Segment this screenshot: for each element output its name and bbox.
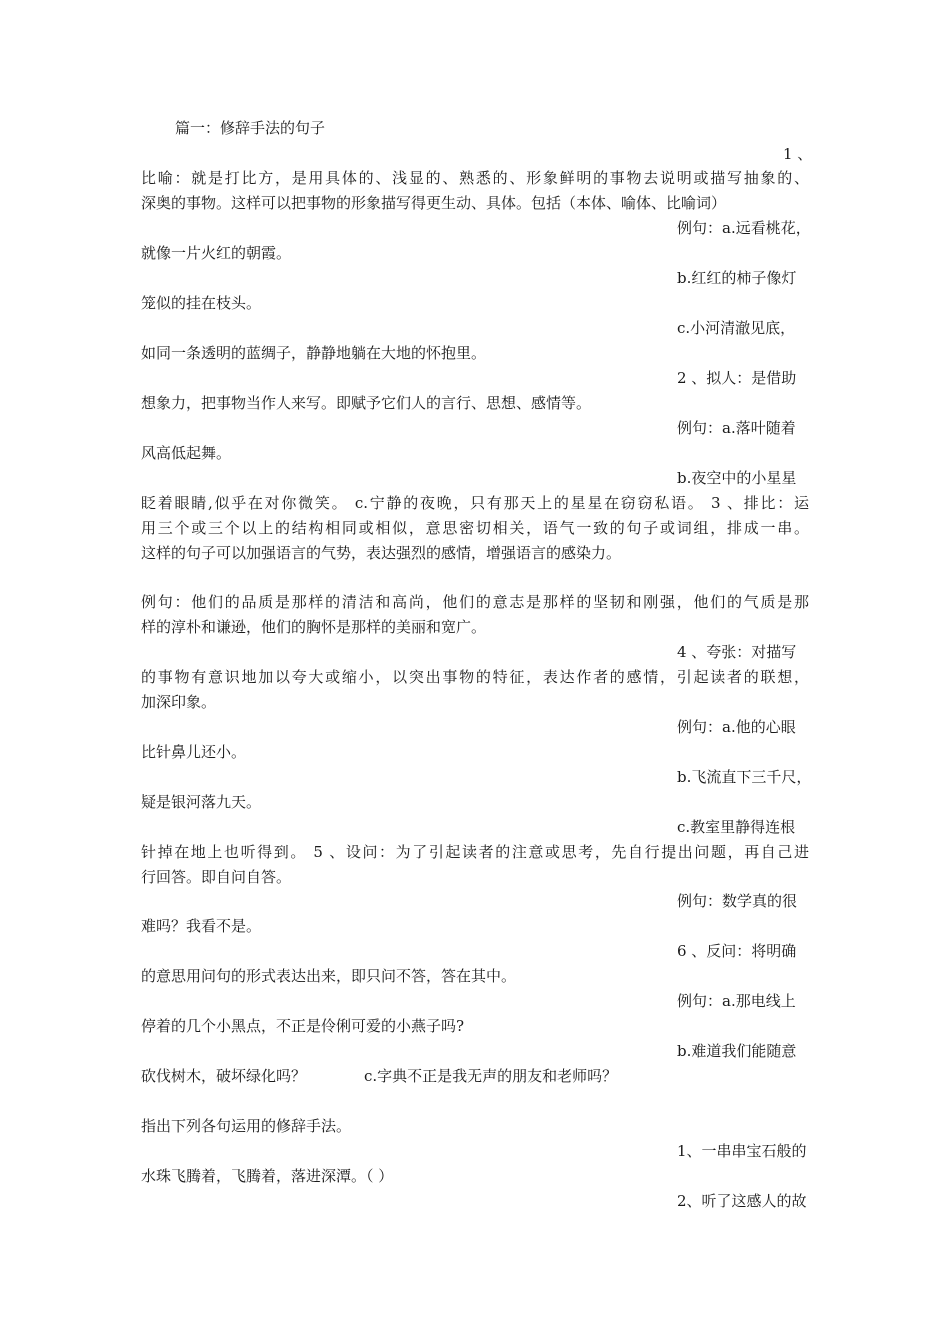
- text-line: 1 、: [783, 145, 813, 163]
- text-line: c.小河清澈见底，: [677, 319, 796, 337]
- text-line: 这样的句子可以加强语言的气势，表达强烈的感情，增强语言的感染力。: [141, 544, 622, 562]
- text-line: 行回答。即自问自答。: [141, 868, 292, 886]
- text-line: 风高低起舞。: [141, 444, 232, 462]
- text-line: 想象力，把事物当作人来写。即赋予它们人的言行、思想、感情等。: [141, 394, 592, 412]
- text-line: 4 、夸张：对描写: [677, 643, 797, 661]
- text-line: 笼似的挂在枝头。: [141, 294, 262, 312]
- text-line: 疑是银河落九天。: [141, 793, 262, 811]
- text-line: 的事物有意识地加以夸大或缩小，以突出事物的特征，表达作者的感情，引起读者的联想，: [141, 668, 809, 686]
- text-line: 例句：a.落叶随着: [677, 419, 796, 437]
- text-line: b.夜空中的小星星: [677, 469, 797, 487]
- text-line: 1、一串串宝石般的: [677, 1142, 807, 1160]
- text-line: c.教室里静得连根: [677, 818, 796, 836]
- text-segment: c.字典不正是我无声的朋友和老师吗？: [364, 1067, 618, 1085]
- document-title: 篇一：修辞手法的句子: [175, 119, 326, 137]
- text-line: b.难道我们能随意: [677, 1042, 797, 1060]
- text-line: 如同一条透明的蓝绸子，静静地躺在大地的怀抱里。: [141, 344, 487, 362]
- text-line: 难吗？我看不是。: [141, 917, 262, 935]
- text-line: 6 、反问：将明确: [677, 942, 797, 960]
- answer-line: 水珠飞腾着，飞腾着，落进深潭。（ ）: [141, 1167, 394, 1185]
- text-line: b.红红的柿子像灯: [677, 269, 797, 287]
- text-line: 用三个或三个以上的结构相同或相似，意思密切相关，语气一致的句子或词组，排成一串。: [141, 519, 809, 537]
- text-line: 深奥的事物。这样可以把事物的形象描写得更生动、具体。包括（本体、喻体、比喻词）: [141, 194, 727, 212]
- text-line: 比针鼻儿还小。: [141, 743, 247, 761]
- text-line: 就像一片火红的朝霞。: [141, 244, 292, 262]
- text-line: [141, 1066, 617, 1086]
- text-line: 加深印象。: [141, 693, 217, 711]
- text-line: b.飞流直下三千尺，: [677, 768, 812, 786]
- text-line: 例句：a.远看桃花，: [677, 219, 811, 237]
- text-line: 样的淳朴和谦逊，他们的胸怀是那样的美丽和宽广。: [141, 618, 487, 636]
- text-segment: 砍伐树木，破坏绿化吗？: [141, 1067, 307, 1085]
- text-line: 2 、拟人：是借助: [677, 369, 797, 387]
- text-line: 2、听了这感人的故: [677, 1192, 807, 1210]
- text-line: 的意思用问句的形式表达出来，即只问不答，答在其中。: [141, 967, 517, 985]
- text-line: 例句：数学真的很: [677, 892, 798, 910]
- text-line: 例句：他们的品质是那样的清洁和高尚，他们的意志是那样的坚韧和刚强，他们的气质是那: [141, 593, 809, 611]
- exercise-heading: 指出下列各句运用的修辞手法。: [141, 1117, 352, 1135]
- text-line: 例句：a.他的心眼: [677, 718, 796, 736]
- text-line: 眨着眼睛,似乎在对你微笑。 c.宁静的夜晚，只有那天上的星星在窃窃私语。 3 、排比：运: [141, 494, 809, 512]
- text-line: 停着的几个小黑点，不正是伶俐可爱的小燕子吗?: [141, 1017, 465, 1035]
- text-line: 例句：a.那电线上: [677, 992, 796, 1010]
- text-line: 比喻：就是打比方，是用具体的、浅显的、熟悉的、形象鲜明的事物去说明或描写抽象的、: [141, 169, 809, 187]
- text-line: 针掉在地上也听得到。 5 、设问：为了引起读者的注意或思考，先自行提出问题，再自己进: [141, 843, 809, 861]
